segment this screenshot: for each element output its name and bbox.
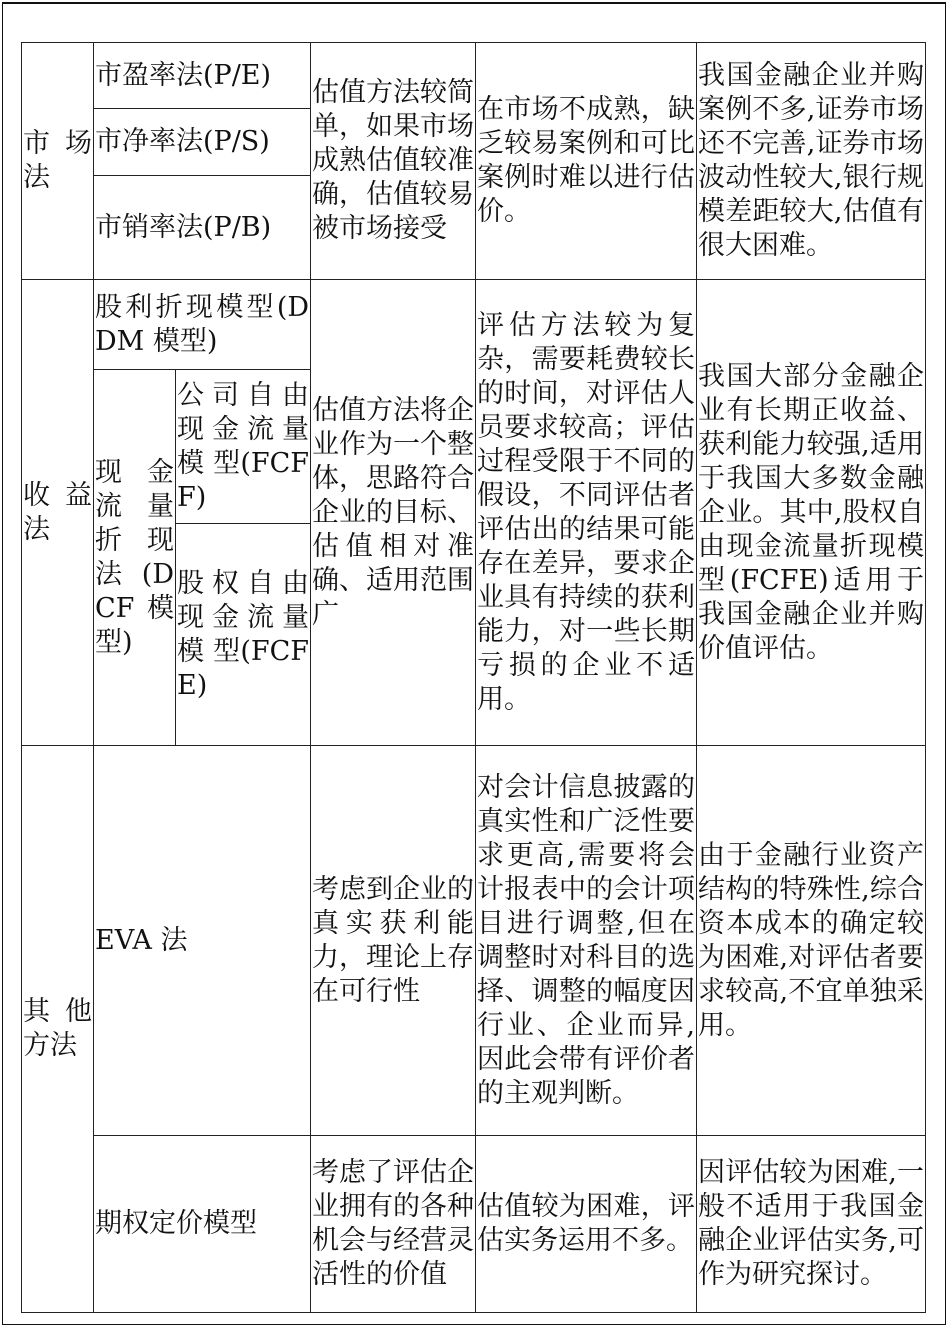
method-pb: 市销率法(P/B)	[94, 176, 311, 280]
valuation-methods-table	[21, 42, 926, 1313]
eva-disadvantage: 对会计信息披露的真实性和广泛性要求更高,需要将会计报表中的会计项目进行调整,但在调整时对科目的选择、调整的幅度因行业、企业而异,因此会带有评价者的主观判断。	[476, 746, 697, 1136]
table-row	[22, 280, 926, 370]
method-option: 期权定价模型	[94, 1136, 311, 1313]
income-applicability: 我国大部分金融企业有长期正收益、获利能力较强,适用于我国大多数金融企业。其中,股权自由现金流量折现模型(FCFE)适用于我国金融企业并购价值评估。	[697, 280, 926, 746]
table-row	[22, 1136, 926, 1313]
income-disadvantage: 评估方法较为复杂，需要耗费较长的时间，对评估人员要求较高；评估过程受限于不同的假设，不同评估者评估出的结果可能存在差异，要求企业具有持续的获利能力，对一些长期亏损的企业不适用。	[476, 280, 697, 746]
table-row	[22, 43, 926, 109]
category-income: 收 益法	[22, 280, 94, 746]
method-fcff: 公司自由现金流量模 型(FCFF)	[176, 370, 311, 524]
method-pe: 市盈率法(P/E)	[94, 43, 311, 109]
option-disadvantage: 估值较为困难，评估实务运用不多。	[476, 1136, 697, 1313]
category-market: 市 场法	[22, 43, 94, 280]
category-other: 其 他方法	[22, 746, 94, 1313]
method-ps: 市净率法(P/S)	[94, 109, 311, 176]
option-applicability: 因评估较为困难,一般不适用于我国金融企业评估实务,可作为研究探讨。	[697, 1136, 926, 1313]
market-advantage: 估值方法较简单，如果市场成熟估值较准确，估值较易被市场接受	[311, 43, 476, 280]
option-advantage: 考虑了评估企业拥有的各种机会与经营灵活性的价值	[311, 1136, 476, 1313]
eva-applicability: 由于金融行业资产结构的特殊性,综合资本成本的确定较为困难,对评估者要求较高,不宜单独采用。	[697, 746, 926, 1136]
eva-advantage: 考虑到企业的真实获利能力，理论上存在可行性	[311, 746, 476, 1136]
table-row	[22, 746, 926, 1136]
method-ddm: 股利折现模型(DDM 模型)	[94, 280, 311, 370]
method-fcfe: 股权自由现金流量模 型(FCFE)	[176, 524, 311, 746]
market-disadvantage: 在市场不成熟，缺乏较易案例和可比案例时难以进行估价。	[476, 43, 697, 280]
market-applicability: 我国金融企业并购案例不多,证券市场还不完善,证券市场波动性较大,银行规模差距较大,估值有很大困难。	[697, 43, 926, 280]
method-dcf: 现 金流 量折 现法(DCF模型)	[94, 370, 176, 746]
income-advantage: 估值方法将企业作为一个整体，思路符合企业的目标、估值相对准确、适用范围广	[311, 280, 476, 746]
method-eva: EVA 法	[94, 746, 311, 1136]
